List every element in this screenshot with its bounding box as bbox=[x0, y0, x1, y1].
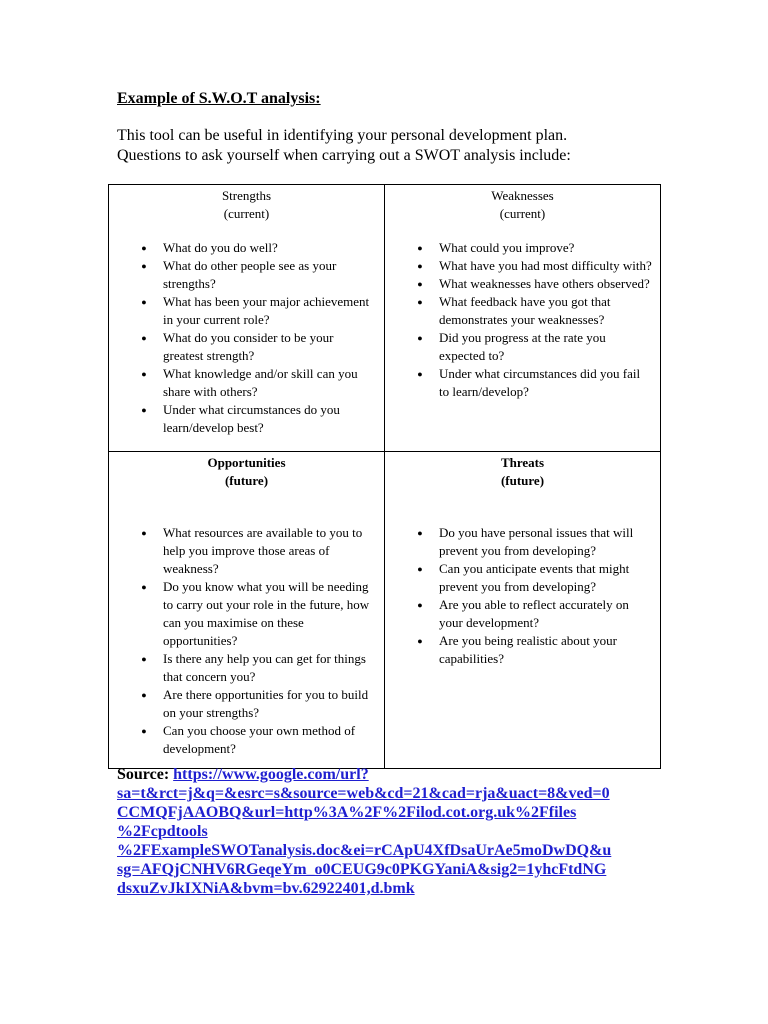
weaknesses-cell bbox=[385, 185, 661, 452]
intro-line: Questions to ask yourself when carrying out a SWOT analysis include: bbox=[117, 147, 571, 164]
question-item bbox=[109, 578, 376, 650]
question-text: Do you have personal issues that will prevent you from developing? bbox=[439, 525, 634, 558]
bullet-icon: ● bbox=[417, 636, 423, 646]
strengths-title: Strengths bbox=[221, 188, 272, 203]
question-item bbox=[109, 722, 376, 758]
question-item bbox=[385, 560, 652, 596]
question-item bbox=[385, 329, 652, 365]
strengths-list bbox=[109, 239, 384, 437]
threats-list bbox=[385, 524, 660, 668]
intro-paragraph bbox=[117, 126, 677, 166]
opportunities-heading bbox=[109, 452, 384, 490]
bullet-icon: ● bbox=[141, 690, 147, 700]
opportunities-cell bbox=[109, 452, 385, 769]
source-link-line: sg=AFQjCNHV6RGeqeYm_o0CEUG9c0PKGYaniA&sig2=1yhcFtdNG bbox=[117, 861, 607, 878]
question-item bbox=[109, 257, 376, 293]
question-text: What resources are available to you to help you improve those areas of weakness? bbox=[163, 525, 363, 576]
bullet-icon: ● bbox=[417, 279, 423, 289]
bullet-icon: ● bbox=[141, 369, 147, 379]
threats-cell bbox=[385, 452, 661, 769]
strengths-heading bbox=[109, 185, 384, 223]
weaknesses-list bbox=[385, 239, 660, 401]
bullet-icon: ● bbox=[141, 261, 147, 271]
opportunities-list bbox=[109, 524, 384, 758]
threats-title: Threats bbox=[500, 455, 545, 470]
question-item bbox=[109, 365, 376, 401]
question-text: Are you able to reflect accurately on your development? bbox=[439, 597, 629, 630]
question-text: Did you progress at the rate you expected to? bbox=[439, 330, 606, 363]
bullet-icon: ● bbox=[141, 528, 147, 538]
intro-line: This tool can be useful in identifying your personal development plan. bbox=[117, 127, 568, 144]
question-item bbox=[109, 650, 376, 686]
bullet-icon: ● bbox=[417, 528, 423, 538]
question-text: Can you choose your own method of development? bbox=[163, 723, 356, 756]
strengths-subtitle: (current) bbox=[223, 206, 270, 221]
source-link-line: https://www.google.com/url? bbox=[173, 766, 369, 783]
swot-table bbox=[108, 184, 661, 769]
bullet-icon: ● bbox=[141, 582, 147, 592]
bullet-icon: ● bbox=[141, 726, 147, 736]
question-text: Under what circumstances did you fail to learn/develop? bbox=[439, 366, 641, 399]
source-link-line: %2FExampleSWOTanalysis.doc&ei=rCApU4XfDsaUrAe5moDwDQ&u bbox=[117, 842, 612, 859]
bullet-icon: ● bbox=[417, 369, 423, 379]
threats-heading bbox=[385, 452, 660, 490]
question-item bbox=[385, 365, 652, 401]
question-item bbox=[109, 293, 376, 329]
bullet-icon: ● bbox=[141, 405, 147, 415]
question-text: Do you know what you will be needing to carry out your role in the future, how can you maximise on these opportunities? bbox=[163, 579, 370, 648]
question-text: Can you anticipate events that might prevent you from developing? bbox=[439, 561, 630, 594]
question-item bbox=[109, 329, 376, 365]
bullet-icon: ● bbox=[417, 297, 423, 307]
bullet-icon: ● bbox=[417, 600, 423, 610]
source-link[interactable] bbox=[117, 766, 677, 898]
question-item bbox=[109, 239, 376, 257]
bullet-icon: ● bbox=[417, 564, 423, 574]
question-text: What weaknesses have others observed? bbox=[439, 276, 650, 291]
question-item bbox=[385, 293, 652, 329]
question-text: Are there opportunities for you to build on your strengths? bbox=[163, 687, 369, 720]
bullet-icon: ● bbox=[417, 333, 423, 343]
weaknesses-title: Weaknesses bbox=[491, 188, 554, 203]
opportunities-subtitle: (future) bbox=[224, 473, 269, 488]
question-item bbox=[385, 257, 652, 275]
source-link-line: CCMQFjAAOBQ&url=http%3A%2F%2Filod.cot.org.uk%2Ffiles bbox=[117, 804, 577, 821]
source-citation bbox=[117, 765, 677, 898]
source-link-line: dsxuZvJkIXNiA&bvm=bv.62922401,d.bmk bbox=[117, 880, 415, 897]
question-item bbox=[385, 239, 652, 257]
bullet-icon: ● bbox=[141, 297, 147, 307]
weaknesses-heading bbox=[385, 185, 660, 223]
source-link-line: %2Fcpdtools bbox=[117, 823, 208, 840]
question-item bbox=[109, 524, 376, 578]
bullet-icon: ● bbox=[141, 243, 147, 253]
question-text: What do you do well? bbox=[163, 240, 278, 255]
question-text: Are you being realistic about your capabilities? bbox=[439, 633, 617, 666]
opportunities-title: Opportunities bbox=[207, 455, 286, 470]
question-item bbox=[109, 686, 376, 722]
question-item bbox=[385, 596, 652, 632]
question-text: What do you consider to be your greatest strength? bbox=[163, 330, 334, 363]
question-item bbox=[109, 401, 376, 437]
document-heading: Example of S.W.O.T analysis: bbox=[117, 90, 321, 107]
bullet-icon: ● bbox=[141, 654, 147, 664]
source-link-line: sa=t&rct=j&q=&esrc=s&source=web&cd=21&cad=rja&uact=8&ved=0 bbox=[117, 785, 610, 802]
threats-subtitle: (future) bbox=[500, 473, 545, 488]
question-item bbox=[385, 275, 652, 293]
bullet-icon: ● bbox=[141, 333, 147, 343]
question-item bbox=[385, 632, 652, 668]
weaknesses-subtitle: (current) bbox=[499, 206, 546, 221]
question-item bbox=[385, 524, 652, 560]
question-text: What have you had most difficulty with? bbox=[439, 258, 652, 273]
bullet-icon: ● bbox=[417, 261, 423, 271]
question-text: Under what circumstances do you learn/develop best? bbox=[163, 402, 340, 435]
question-text: Is there any help you can get for things that concern you? bbox=[163, 651, 366, 684]
bullet-icon: ● bbox=[417, 243, 423, 253]
question-text: What could you improve? bbox=[439, 240, 575, 255]
question-text: What knowledge and/or skill can you share with others? bbox=[163, 366, 358, 399]
question-text: What do other people see as your strengths? bbox=[163, 258, 337, 291]
source-label: Source: bbox=[117, 766, 174, 783]
strengths-cell bbox=[109, 185, 385, 452]
question-text: What has been your major achievement in your current role? bbox=[163, 294, 370, 327]
question-text: What feedback have you got that demonstrates your weaknesses? bbox=[439, 294, 611, 327]
